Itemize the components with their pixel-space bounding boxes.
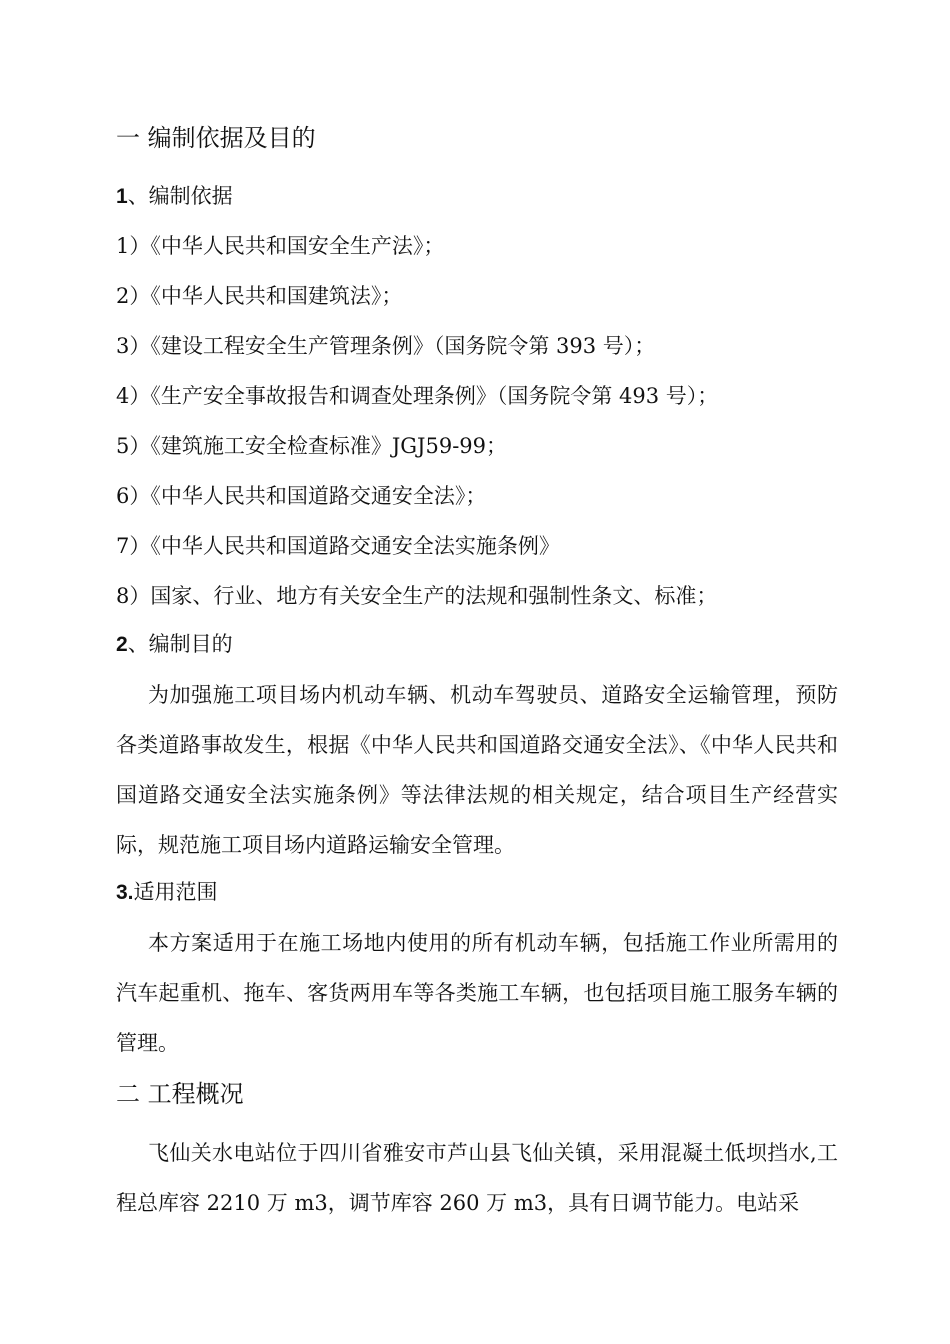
subheading-scope bbox=[116, 876, 218, 909]
basis-item: 1）《中华人民共和国安全生产法》； bbox=[116, 234, 445, 258]
purpose-paragraph: 为加强施工项目场内机动车辆、机动车驾驶员、道路安全运输管理，预防各类道路事故发生，根据《中华人民共和国道路交通安全法》、《中华人民共和国道路交通安全法实施条例》等法律法规的相关规定，结合项目生产经营实际，规范施工项目场内道路运输安全管理。 bbox=[116, 683, 838, 857]
basis-item: 5）《建筑施工安全检查标准》JGJ59-99； bbox=[116, 434, 508, 458]
basis-item: 4）《生产安全事故报告和调查处理条例》（国务院令第 493 号）； bbox=[116, 384, 719, 408]
basis-item: 2）《中华人民共和国建筑法》； bbox=[116, 284, 403, 308]
subheading-number: 2 bbox=[116, 633, 128, 656]
subheading-text: 适用范围 bbox=[133, 880, 218, 904]
overview-paragraph: 飞仙关水电站位于四川省雅安市芦山县飞仙关镇，采用混凝土低坝挡水,工程总库容 2210 万 m3，调节库容 260 万 m3，具有日调节能力。电站采 bbox=[116, 1141, 838, 1215]
section-heading-2: 二 工程概况 bbox=[116, 1080, 244, 1108]
subheading-text: 、编制目的 bbox=[127, 632, 233, 656]
basis-item: 7）《中华人民共和国道路交通安全法实施条例》 bbox=[116, 534, 560, 558]
basis-item: 6）《中华人民共和国道路交通安全法》； bbox=[116, 484, 487, 508]
subheading-text: 、编制依据 bbox=[127, 184, 233, 208]
subheading-number: 3. bbox=[116, 881, 134, 904]
subheading-basis bbox=[116, 180, 233, 213]
basis-item: 8）国家、行业、地方有关安全生产的法规和强制性条文、标准； bbox=[116, 584, 718, 608]
subheading-number: 1 bbox=[116, 185, 128, 208]
section-heading-1: 一 编制依据及目的 bbox=[116, 124, 316, 152]
basis-item: 3）《建设工程安全生产管理条例》（国务院令第 393 号）； bbox=[116, 334, 656, 358]
scope-paragraph: 本方案适用于在施工场地内使用的所有机动车辆，包括施工作业所需用的汽车起重机、拖车、客货两用车等各类施工车辆，也包括项目施工服务车辆的管理。 bbox=[116, 931, 838, 1055]
subheading-purpose bbox=[116, 628, 233, 661]
